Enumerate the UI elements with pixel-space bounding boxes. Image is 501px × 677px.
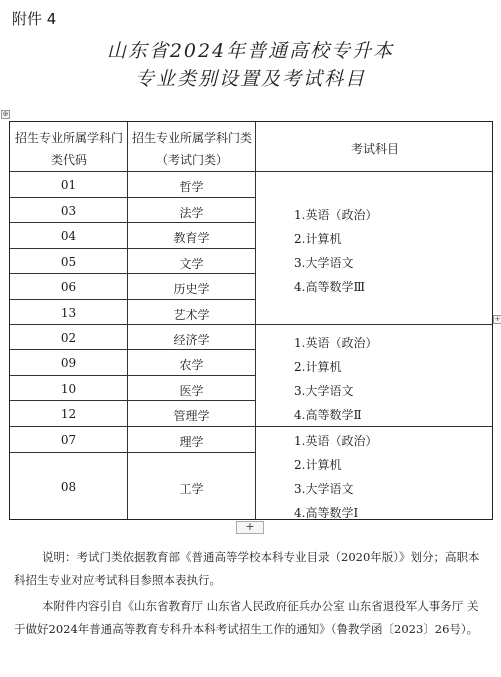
- subject-item: 4.高等数学Ⅱ: [294, 408, 362, 422]
- note-paragraph: 说明：考试门类依据教育部《普通高等学校本科专业目录（2020年版）》划分；高职本科招生专业对应考试科目参照本表执行。: [14, 550, 480, 587]
- document-title-line-2: 专业类别设置及考试科目: [134, 68, 366, 90]
- subject-item: 4.高等数学Ⅲ: [294, 280, 366, 294]
- exam-subjects-table: [9, 121, 493, 520]
- subject-item: 1.英语（政治）: [294, 208, 378, 222]
- subject-item: 1.英语（政治）: [294, 434, 378, 448]
- code-cell: 02: [60, 331, 77, 345]
- row-divider: [10, 375, 255, 376]
- source-paragraph: 本附件内容引自《山东省教育厅 山东省人民政府征兵办公室 山东省退役军人事务厅 关于做好2024年普通高等教育专科升本科考试招生工作的通知》（鲁教学函〔2023〕26号）。: [14, 599, 479, 636]
- row-divider: [10, 273, 255, 274]
- row-divider: [10, 222, 255, 223]
- category-cell: 工学: [179, 482, 204, 496]
- subject-item: 3.大学语文: [294, 482, 354, 496]
- group-divider: [10, 324, 492, 325]
- code-cell: 05: [60, 255, 77, 269]
- code-cell: 09: [60, 356, 77, 370]
- row-divider: [10, 197, 255, 198]
- subject-item: 2.计算机: [294, 232, 342, 246]
- category-cell: 医学: [179, 384, 204, 398]
- code-cell: 04: [60, 229, 77, 243]
- code-cell: 13: [60, 306, 77, 320]
- row-divider: [10, 248, 255, 249]
- col-divider: [255, 122, 256, 519]
- category-cell: 经济学: [173, 333, 210, 347]
- subject-item: 4.高等数学Ⅰ: [294, 506, 359, 520]
- category-cell: 农学: [179, 358, 204, 372]
- subject-item: 1.英语（政治）: [294, 336, 378, 350]
- subject-item: 2.计算机: [294, 360, 342, 374]
- category-cell: 文学: [179, 257, 204, 271]
- header-divider: [10, 171, 492, 172]
- code-cell: 12: [60, 407, 77, 421]
- header-category: 招生专业所属学科门类（考试门类）: [131, 131, 252, 167]
- add-column-handle-icon[interactable]: +: [494, 315, 501, 323]
- code-cell: 03: [60, 204, 77, 218]
- subject-item: 3.大学语文: [294, 256, 354, 270]
- category-cell: 历史学: [173, 282, 210, 296]
- add-row-button[interactable]: +: [236, 521, 264, 534]
- subject-item: 2.计算机: [294, 458, 342, 472]
- code-cell: 08: [60, 480, 77, 494]
- code-cell: 10: [60, 382, 77, 396]
- group-divider: [10, 426, 492, 427]
- row-divider: [10, 349, 255, 350]
- category-cell: 管理学: [173, 409, 210, 423]
- subject-item: 3.大学语文: [294, 384, 354, 398]
- category-cell: 哲学: [179, 180, 204, 194]
- category-cell: 教育学: [173, 231, 210, 245]
- attachment-label: 附件 4: [12, 10, 57, 28]
- document-title-line-1: 山东省2024年普通高校专升本: [106, 40, 395, 62]
- category-cell: 法学: [179, 206, 204, 220]
- row-divider: [10, 452, 255, 453]
- category-cell: 理学: [179, 435, 204, 449]
- table-move-handle-icon[interactable]: ⊕: [2, 110, 9, 118]
- category-cell: 艺术学: [173, 308, 210, 322]
- code-cell: 01: [60, 178, 77, 192]
- code-cell: 07: [60, 433, 77, 447]
- code-cell: 06: [60, 280, 77, 294]
- header-subjects: 考试科目: [350, 142, 399, 156]
- row-divider: [10, 299, 255, 300]
- header-code: 招生专业所属学科门类代码: [14, 131, 123, 167]
- row-divider: [10, 400, 255, 401]
